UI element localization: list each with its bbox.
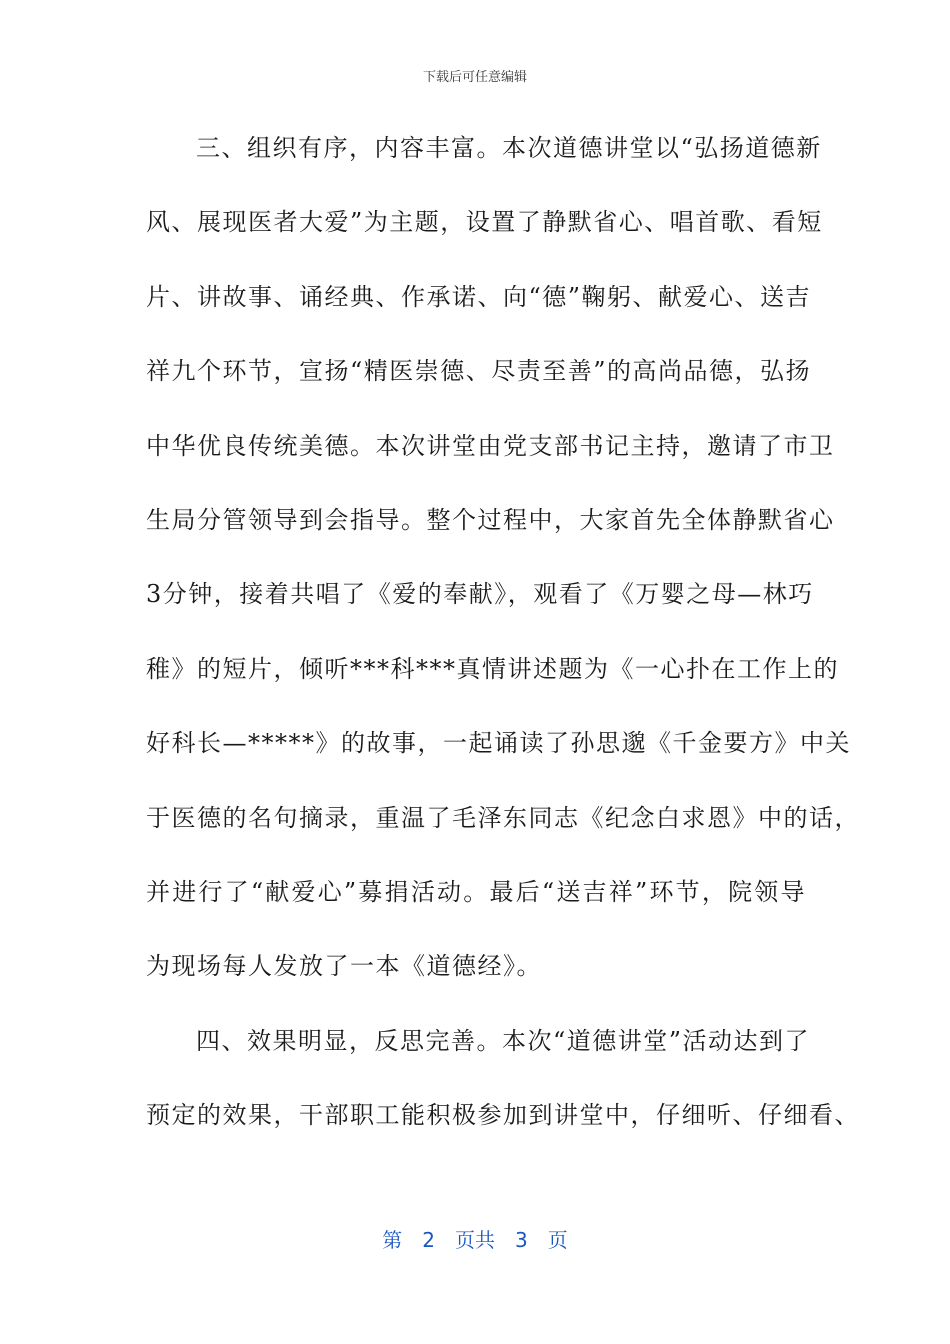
page-header-note: 下载后可任意编辑 (422, 70, 527, 85)
paragraph-line: 预定的效果，干部职工能积极参加到讲堂中，仔细听、仔细看、 (146, 1101, 860, 1130)
current-page-number: 2 (422, 1228, 435, 1252)
paragraph-line: 并进行了“献爱心”募捐活动。最后“送吉祥”环节，院领导 (146, 877, 806, 906)
paragraph-line: 稚》的短片，倾听***科***真情讲述题为《一心扑在工作上的 (146, 654, 839, 683)
page-mid: 页共 (455, 1228, 495, 1252)
paragraph-line: 生局分管领导到会指导。整个过程中，大家首先全体静默省心 (146, 505, 835, 534)
document-body (146, 118, 860, 1159)
paragraph-line: 风、展现医者大爱”为主题，设置了静默省心、唱首歌、看短 (146, 208, 823, 237)
paragraph-line: 三、组织有序，内容丰富。本次道德讲堂以“弘扬道德新 (196, 134, 822, 162)
paragraph-line: 中华优良传统美德。本次讲堂由党支部书记主持，邀请了市卫 (146, 431, 835, 460)
paragraph-line: 四、效果明显，反思完善。本次“道德讲堂”活动达到了 (196, 1026, 811, 1055)
paragraph-line: 祥九个环节，宣扬“精医崇德、尽责至善”的高尚品德，弘扬 (146, 357, 812, 386)
paragraph-line: 为现场每人发放了一本《道德经》。 (146, 952, 542, 981)
page-suffix: 页 (547, 1228, 568, 1252)
total-pages-number: 3 (515, 1228, 528, 1252)
paragraph-line: 3分钟，接着共唱了《爱的奉献》，观看了《万婴之母—林巧 (146, 580, 814, 609)
page-prefix: 第 (382, 1228, 403, 1252)
paragraph-line: 好科长—*****》的故事，一起诵读了孙思邈《千金要方》中关 (146, 729, 851, 758)
page-footer (0, 1224, 950, 1253)
paragraph-line: 片、讲故事、诵经典、作承诺、向“德”鞠躬、献爱心、送吉 (146, 282, 812, 311)
paragraph-line: 于医德的名句摘录，重温了毛泽东同志《纪念白求恩》中的话， (146, 803, 860, 832)
